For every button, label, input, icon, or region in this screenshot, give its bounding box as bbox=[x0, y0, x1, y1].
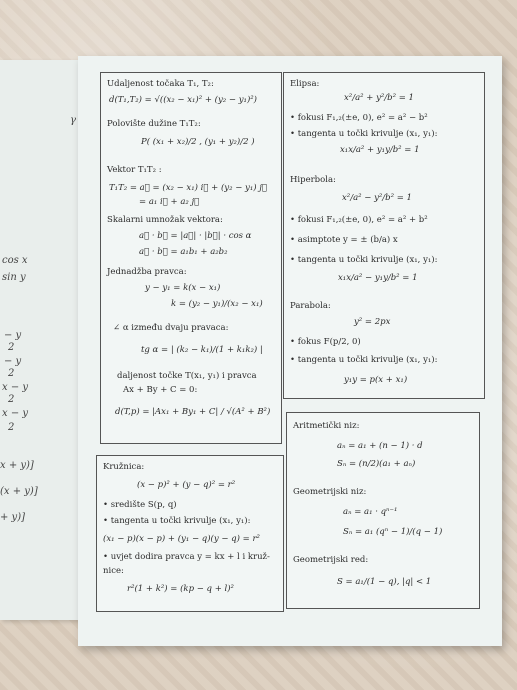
geometric-series-formula: S = a₁/(1 − q), |q| < 1 bbox=[337, 577, 432, 587]
fragment: x − y bbox=[2, 382, 29, 393]
parabola-title: Parabola: bbox=[290, 301, 331, 311]
parabola-formula: y² = 2px bbox=[354, 317, 391, 327]
fragment: x + y)] bbox=[0, 460, 34, 471]
sequences-box bbox=[286, 412, 480, 609]
circle-tangent-formula: (x₁ − p)(x − p) + (y₁ − q)(y − q) = r² bbox=[103, 534, 260, 544]
geometric-formula-2: Sₙ = a₁ (qⁿ − 1)/(q − 1) bbox=[343, 527, 443, 537]
circle-box bbox=[96, 455, 284, 612]
circle-center: • središte S(p, q) bbox=[103, 500, 177, 510]
arithmetic-formula-1: aₙ = a₁ + (n − 1) · d bbox=[337, 441, 423, 451]
scalar-formula-2: a⃗ · b⃗ = a₁b₁ + a₂b₂ bbox=[139, 247, 228, 257]
point-line-distance-formula: d(T,p) = |Ax₁ + By₁ + C| / √(A² + B²) bbox=[115, 407, 271, 417]
fragment: 2 bbox=[8, 394, 15, 405]
fragment: sin y bbox=[2, 272, 26, 283]
hyperbola-formula: x²/a² − y²/b² = 1 bbox=[342, 193, 412, 203]
angle-formula: tg α = | (k₂ − k₁)/(1 + k₁k₂) | bbox=[141, 345, 263, 355]
circle-contact-condition: • uvjet dodira pravca y = kx + l i kruž- bbox=[103, 552, 270, 562]
ellipse-foci: • fokusi F₁,₂(±e, 0), e² = a² − b² bbox=[290, 113, 428, 123]
midpoint-title: Polovište dužine T₁T₂: bbox=[107, 119, 201, 129]
line-title: Jednadžba pravca: bbox=[107, 267, 187, 277]
geometric-title: Geometrijski niz: bbox=[293, 487, 367, 497]
midpoint-formula: P( (x₁ + x₂)/2 , (y₁ + y₂)/2 ) bbox=[141, 137, 255, 147]
vector-title: Vektor T₁T₂ : bbox=[107, 165, 162, 175]
fragment: cos x bbox=[2, 255, 28, 266]
parabola-tangent-label: • tangenta u točki krivulje (x₁, y₁): bbox=[290, 355, 437, 365]
parabola-tangent-formula: y₁y = p(x + x₁) bbox=[344, 375, 408, 385]
point-line-distance-title-2: Ax + By + C = 0: bbox=[123, 385, 198, 395]
distance-title: Udaljenost točaka T₁, T₂: bbox=[107, 79, 214, 89]
circle-contact-condition-2: nice: bbox=[103, 566, 124, 576]
angle-title: ∠ α između dvaju pravaca: bbox=[113, 323, 229, 333]
vector-formula-2: = a₁ i⃗ + a₂ j⃗ bbox=[139, 197, 200, 207]
conics-box bbox=[283, 72, 485, 399]
hyperbola-tangent-label: • tangenta u točki krivulje (x₁, y₁): bbox=[290, 255, 437, 265]
fragment: x − y bbox=[2, 408, 29, 419]
parabola-focus: • fokus F(p/2, 0) bbox=[290, 337, 361, 347]
fragment: γ bbox=[70, 115, 76, 126]
circle-contact-formula: r²(1 + k²) = (kp − q + l)² bbox=[127, 584, 234, 594]
hyperbola-tangent-formula: x₁x/a² − y₁y/b² = 1 bbox=[338, 273, 418, 283]
left-sheet bbox=[0, 60, 82, 620]
hyperbola-asymptotes: • asimptote y = ± (b/a) x bbox=[290, 235, 398, 245]
ellipse-title: Elipsa: bbox=[290, 79, 320, 89]
arithmetic-formula-2: Sₙ = (n/2)(a₁ + aₙ) bbox=[337, 459, 416, 469]
hyperbola-foci: • fokusi F₁,₂(±e, 0), e² = a² + b² bbox=[290, 215, 428, 225]
scalar-formula-1: a⃗ · b⃗ = |a⃗| · |b⃗| · cos α bbox=[139, 231, 252, 241]
circle-formula: (x − p)² + (y − q)² = r² bbox=[137, 480, 236, 490]
hyperbola-title: Hiperbola: bbox=[290, 175, 336, 185]
geometric-formula-1: aₙ = a₁ · qⁿ⁻¹ bbox=[343, 507, 398, 517]
line-formula-2: k = (y₂ − y₁)/(x₂ − x₁) bbox=[171, 299, 263, 309]
fragment: − y bbox=[4, 356, 22, 367]
analytic-geometry-box bbox=[100, 72, 282, 444]
geometric-series-title: Geometrijski red: bbox=[293, 555, 369, 565]
fragment: + y)] bbox=[0, 512, 26, 523]
fragment: (x + y)] bbox=[0, 486, 38, 497]
ellipse-tangent-formula: x₁x/a² + y₁y/b² = 1 bbox=[340, 145, 420, 155]
vector-formula-1: T₁T₂ = a⃗ = (x₂ − x₁) i⃗ + (y₂ − y₁) j⃗ bbox=[109, 183, 267, 193]
fragment: 2 bbox=[8, 368, 15, 379]
scalar-title: Skalarni umnožak vektora: bbox=[107, 215, 223, 225]
ellipse-formula: x²/a² + y²/b² = 1 bbox=[344, 93, 414, 103]
distance-formula: d(T₁,T₂) = √((x₂ − x₁)² + (y₂ − y₁)²) bbox=[109, 95, 257, 105]
fragment: − y bbox=[4, 330, 22, 341]
point-line-distance-title: daljenost točke T(x₁, y₁) i pravca bbox=[117, 371, 257, 381]
ellipse-tangent-label: • tangenta u točki krivulje (x₁, y₁): bbox=[290, 129, 437, 139]
circle-title: Kružnica: bbox=[103, 462, 145, 472]
fragment: 2 bbox=[8, 422, 15, 433]
line-formula-1: y − y₁ = k(x − x₁) bbox=[145, 283, 221, 293]
arithmetic-title: Aritmetički niz: bbox=[293, 421, 360, 431]
circle-tangent-label: • tangenta u točki krivulje (x₁, y₁): bbox=[103, 516, 250, 526]
fragment: 2 bbox=[8, 342, 15, 353]
